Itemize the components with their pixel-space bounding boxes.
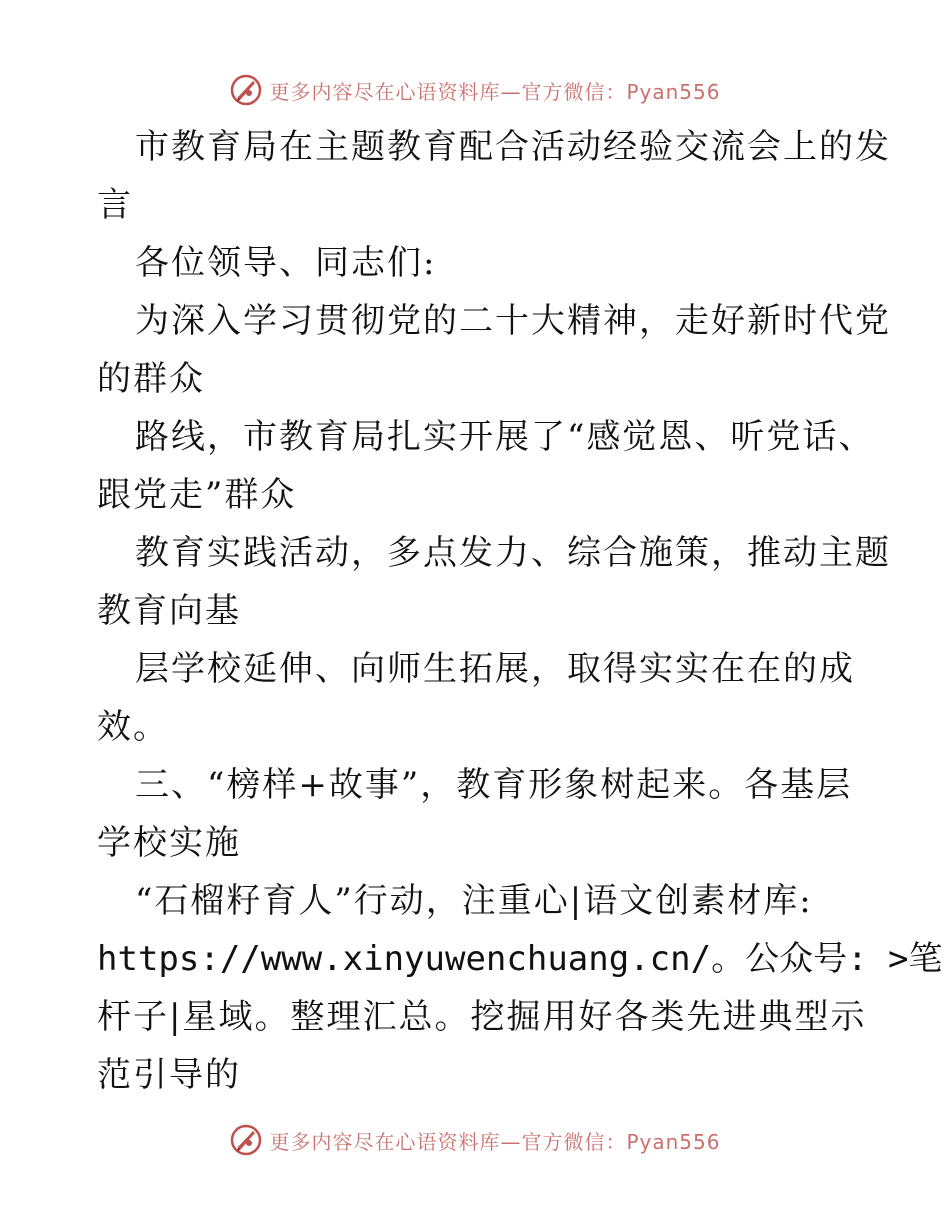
text-line: 各位领导、同志们:: [135, 243, 437, 283]
header-watermark: [0, 70, 950, 110]
text-line: 市教育局在主题教育配合活动经验交流会上的发: [135, 127, 891, 167]
footer-watermark: [0, 1120, 950, 1160]
text-line: 的群众: [97, 359, 205, 399]
text-line: 言: [97, 185, 133, 225]
text-line: 教育向基: [97, 591, 241, 631]
document-body: [97, 118, 943, 1104]
text-line: 效。: [97, 707, 169, 747]
text-line: 层学校延伸、向师生拓展，取得实实在在的成: [135, 649, 855, 689]
text-line: 跟党走”群众: [97, 475, 297, 515]
text-line: 教育实践活动，多点发力、综合施策，推动主题: [135, 533, 891, 573]
text-line: 路线，市教育局扎实开展了“感觉恩、听党话、: [135, 417, 875, 457]
text-line: “石榴籽育人”行动，注重心|语文创素材库:: [135, 881, 813, 921]
quill-logo-icon: [229, 73, 263, 107]
text-line: 三、“榜样+故事”，教育形象树起来。各基层: [135, 765, 853, 805]
text-line: 杆子|星域。整理汇总。挖掘用好各类先进典型示: [97, 997, 867, 1037]
quill-logo-icon: [229, 1123, 263, 1157]
watermark-text: 更多内容尽在心语资料库—官方微信：Pyan556: [269, 1129, 721, 1154]
text-line: 范引导的: [97, 1055, 241, 1095]
text-line: 为深入学习贯彻党的二十大精神，走好新时代党: [135, 301, 891, 341]
watermark-text: 更多内容尽在心语资料库—官方微信：Pyan556: [269, 79, 721, 104]
text-line: 学校实施: [97, 823, 241, 863]
url-line: https://www.xinyuwenchuang.cn/。公众号: >笔: [97, 939, 943, 979]
